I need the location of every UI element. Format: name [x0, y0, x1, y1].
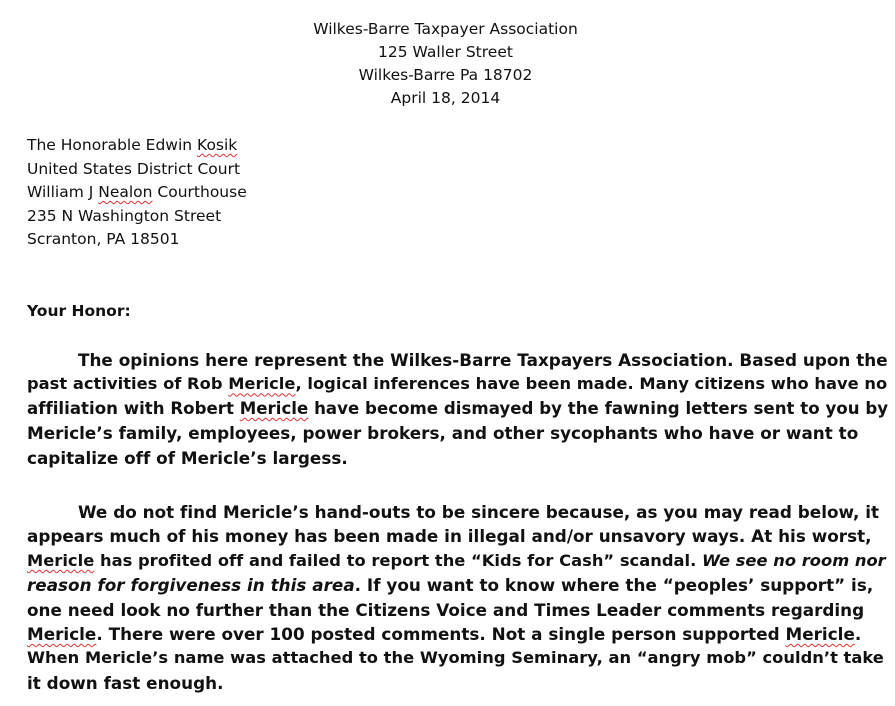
- organization-name: Wilkes-Barre Taxpayer Association: [313, 20, 578, 38]
- paragraph-line: one need look no further than the Citizens Voice and Times Leader comments regarding: [27, 599, 865, 620]
- paragraph-line: affiliation with Robert Mericle have become dismayed by the fawning letters sent to you by: [27, 398, 889, 418]
- spellcheck-word: Nealon: [98, 183, 153, 202]
- paragraph-line: capitalize off of Mericle’s largess.: [27, 447, 348, 468]
- paragraph-line: it down fast enough.: [27, 672, 224, 693]
- salutation: Your Honor:: [27, 302, 131, 320]
- spellcheck-word: Mericle: [239, 398, 309, 418]
- paragraph-line: past activities of Rob Mericle, logical inferences have been made. Many citizens who have no: [27, 374, 888, 394]
- paragraph-line: When Mericle’s name was attached to the Wyoming Seminary, an “angry mob” couldn’t take: [27, 648, 884, 668]
- recipient-street: 235 N Washington Street: [27, 206, 222, 225]
- spellcheck-word: Mericle: [27, 550, 95, 570]
- organization-city: Wilkes-Barre Pa 18702: [358, 66, 533, 84]
- letterhead: [0, 18, 895, 110]
- spellcheck-word: Kosik: [197, 136, 238, 154]
- paragraph-1: [27, 348, 887, 470]
- paragraph-2: [27, 500, 887, 695]
- spellcheck-word: Mericle: [27, 624, 97, 645]
- recipient-name: The Honorable Edwin Kosik: [27, 136, 238, 154]
- recipient-city: Scranton, PA 18501: [27, 230, 180, 249]
- recipient-address: [27, 134, 247, 252]
- paragraph-line: Mericle’s family, employees, power brokers, and other sycophants who have or want to: [27, 423, 859, 444]
- organization-street: 125 Waller Street: [378, 43, 513, 61]
- letter-date: April 18, 2014: [390, 89, 501, 107]
- recipient-court: United States District Court: [27, 159, 241, 178]
- paragraph-line: Mericle. There were over 100 posted comments. Not a single person supported Mericle.: [27, 624, 862, 645]
- paragraph-line: appears much of his money has been made in illegal and/or unsavory ways. At his worst,: [27, 526, 872, 547]
- spellcheck-word: Mericle: [228, 374, 296, 394]
- italic-emphasis: reason for forgiveness in this area: [27, 575, 355, 596]
- italic-emphasis: We see no room nor: [702, 550, 886, 570]
- paragraph-line: reason for forgiveness in this area. If you want to know where the “peoples’ support” is,: [27, 575, 874, 596]
- recipient-courthouse: William J Nealon Courthouse: [27, 183, 247, 202]
- paragraph-line: We do not find Mericle’s hand-outs to be sincere because, as you may read below, it: [78, 502, 880, 522]
- spellcheck-word: Mericle: [785, 624, 855, 645]
- paragraph-line: Mericle has profited off and failed to report the “Kids for Cash” scandal. We see no room nor: [27, 550, 886, 570]
- paragraph-line: The opinions here represent the Wilkes-Barre Taxpayers Association. Based upon the: [78, 350, 888, 370]
